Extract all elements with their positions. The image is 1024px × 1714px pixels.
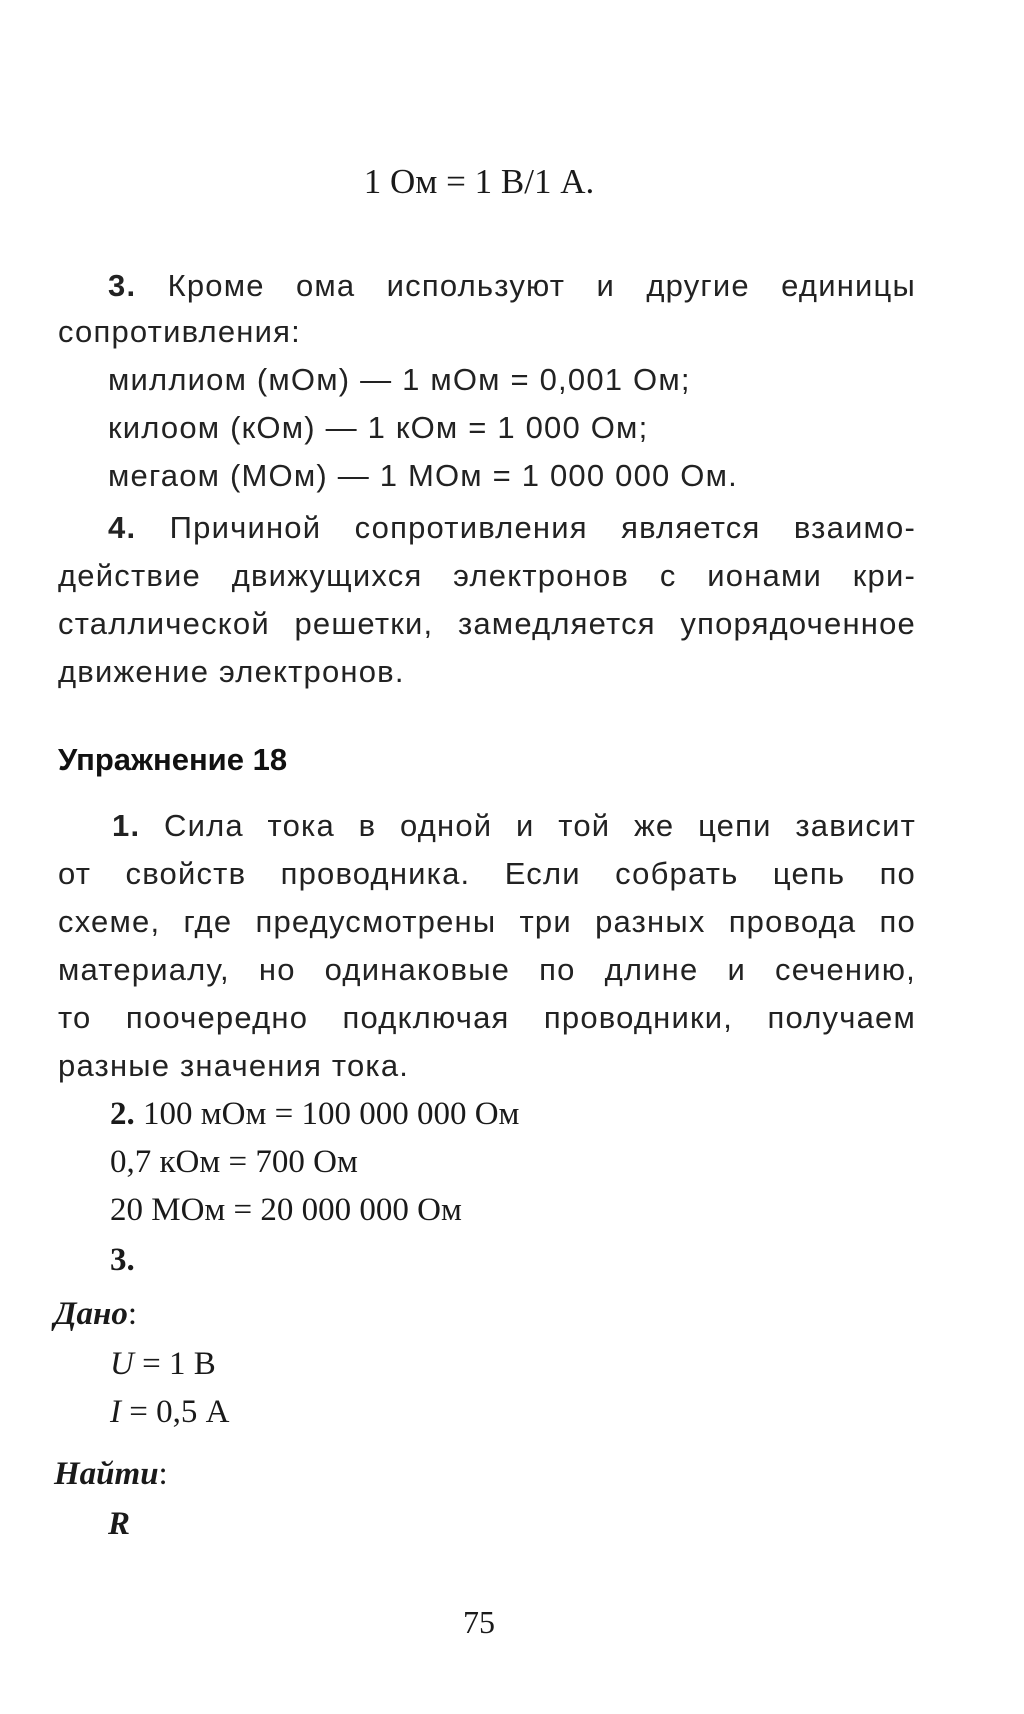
find-label-line: Найти: bbox=[54, 1456, 168, 1492]
conversion-milliohm: 100 мОм = 100 000 000 Ом bbox=[143, 1096, 520, 1132]
item4-text-line1: Причиной сопротивления является взаимо- bbox=[169, 510, 916, 545]
voltage-symbol: U bbox=[110, 1346, 134, 1382]
given-label-line: Дано: bbox=[54, 1296, 138, 1332]
current-value: = 0,5 А bbox=[121, 1394, 230, 1430]
find-label: Найти bbox=[54, 1456, 159, 1492]
item4-line3: сталлической решетки, замедляется упорядоченное bbox=[58, 606, 916, 641]
item4-number: 4. bbox=[108, 510, 137, 545]
item3-number: 3. bbox=[108, 268, 137, 303]
item3-line1 bbox=[58, 266, 916, 306]
given-voltage bbox=[110, 1344, 216, 1384]
item3-line2: сопротивления: bbox=[58, 314, 301, 349]
page-number: 75 bbox=[463, 1604, 495, 1640]
answer1-line2: от свойств проводника. Если собрать цепь по bbox=[58, 856, 916, 891]
conversion-kiloohm: 0,7 кОм = 700 Ом bbox=[110, 1144, 358, 1180]
answer2-number: 2. bbox=[110, 1096, 135, 1132]
voltage-value: = 1 В bbox=[133, 1346, 216, 1382]
unit-milliohm: миллиом (мОм) — 1 мОм = 0,001 Ом; bbox=[108, 362, 691, 397]
item3-text-line1: Кроме ома используют и другие единицы bbox=[167, 268, 916, 303]
conversion-megaohm: 20 МОм = 20 000 000 Ом bbox=[110, 1192, 462, 1228]
ohm-definition-formula: 1 Ом = 1 В/1 А. bbox=[363, 162, 595, 201]
answer1-text-line1: Сила тока в одной и той же цепи зависит bbox=[163, 808, 916, 843]
answer3-number: 3. bbox=[110, 1242, 135, 1278]
find-resistance-symbol: R bbox=[108, 1506, 131, 1542]
exercise-heading: Упражнение 18 bbox=[58, 742, 288, 777]
answer1-line5: то поочередно подключая проводники, получаем bbox=[58, 1000, 916, 1035]
answer1-line1 bbox=[58, 806, 916, 846]
answer1-line3: схеме, где предусмотрены три разных провода по bbox=[58, 904, 916, 939]
item4-line2: действие движущихся электронов с ионами кри- bbox=[58, 558, 916, 593]
answer1-line4: материалу, но одинаковые по длине и сечению, bbox=[58, 952, 916, 987]
answer1-line6: разные значения тока. bbox=[58, 1048, 410, 1083]
given-label: Дано bbox=[54, 1296, 128, 1332]
item4-line4: движение электронов. bbox=[58, 654, 405, 689]
given-current bbox=[110, 1392, 229, 1432]
item4-line1 bbox=[58, 508, 916, 548]
unit-megaohm: мегаом (МОм) — 1 МОм = 1 000 000 Ом. bbox=[108, 458, 738, 493]
current-symbol: I bbox=[110, 1394, 121, 1430]
unit-kiloohm: килоом (кОм) — 1 кОм = 1 000 Ом; bbox=[108, 410, 649, 445]
answer1-number: 1. bbox=[112, 808, 141, 843]
answer2-line1 bbox=[110, 1094, 519, 1134]
